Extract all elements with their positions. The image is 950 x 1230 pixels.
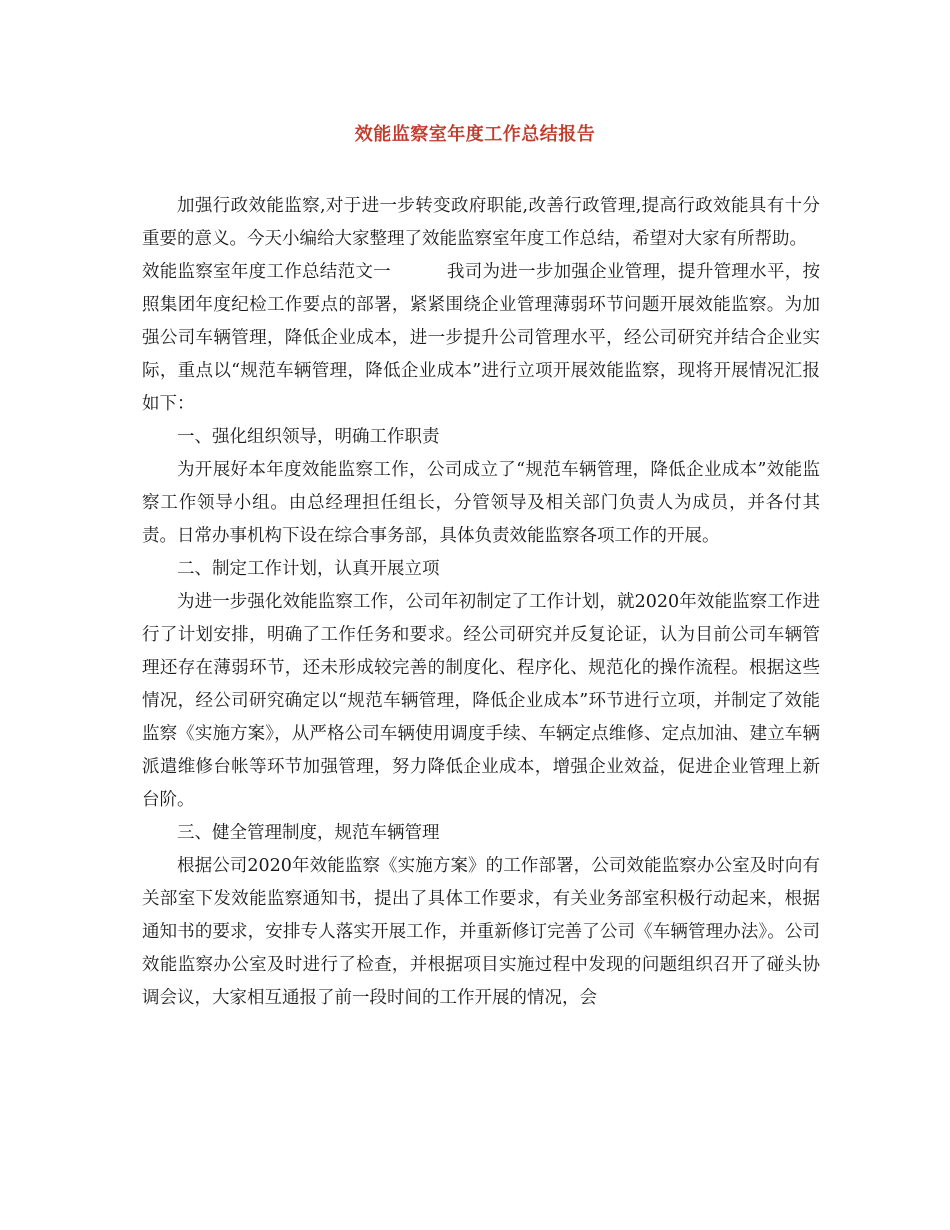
section-heading-1: 一、强化组织领导，明确工作职责 [177, 427, 440, 447]
paragraph-2: 为开展好本年度效能监察工作，公司成立了“规范车辆管理，降低企业成本”效能监察工作领导小组。由总经理担任组长，分管领导及相关部门负责人为成员，并各付其责。日常办事机构下设在综合事务部，具体负责效能监察各项工作的开展。 [142, 460, 820, 546]
sample-label: 效能监察室年度工作总结范文一 [142, 262, 391, 282]
paragraph-4: 根据公司2020年效能监察《实施方案》的工作部署，公司效能监察办公室及时向有关部室下发效能监察通知书，提出了具体工作要求，有关业务部室积极行动起来，根据通知书的要求，安排专人落实开展工作，并重新修订完善了公司《车辆管理办法》。公司效能监察办公室及时进行了检查，并根据项目实施过程中发现的问题组织召开了碰头协调会议，大家相互通报了前一段时间的工作开展的情况，会 [142, 856, 820, 1008]
paragraph-1-text: 我司为进一步加强企业管理，提升管理水平，按照集团年度纪检工作要点的部署，紧紧围绕企业管理薄弱环节问题开展效能监察。为加强公司车辆管理，降低企业成本，进一步提升公司管理水平，经公司研究并结合企业实际，重点以“规范车辆管理，降低企业成本”进行立项开展效能监察，现将开展情况汇报如下： [142, 262, 821, 414]
intro-paragraph: 加强行政效能监察,对于进一步转变政府职能,改善行政管理,提高行政效能具有十分重要的意义。今天小编给大家整理了效能监察室年度工作总结，希望对大家有所帮助。 [142, 196, 820, 249]
paragraph-3: 为进一步强化效能监察工作，公司年初制定了工作计划，就2020年效能监察工作进行了计划安排，明确了工作任务和要求。经公司研究并反复论证，认为目前公司车辆管理还存在薄弱环节，还未形成较完善的制度化、程序化、规范化的操作流程。根据这些情况，经公司研究确定以“规范车辆管理，降低企业成本”环节进行立项，并制定了效能监察《实施方案》，从严格公司车辆使用调度手续、车辆定点维修、定点加油、建立车辆派遣维修台帐等环节加强管理，努力降低企业成本，增强企业效益，促进企业管理上新台阶。 [142, 592, 820, 810]
document-title: 效能监察室年度工作总结报告 [354, 124, 596, 145]
section-heading-3: 三、健全管理制度，规范车辆管理 [177, 823, 440, 843]
document-body [142, 190, 820, 1015]
sample-paragraph-1 [142, 256, 820, 421]
section-heading-2: 二、制定工作计划，认真开展立项 [177, 559, 440, 579]
